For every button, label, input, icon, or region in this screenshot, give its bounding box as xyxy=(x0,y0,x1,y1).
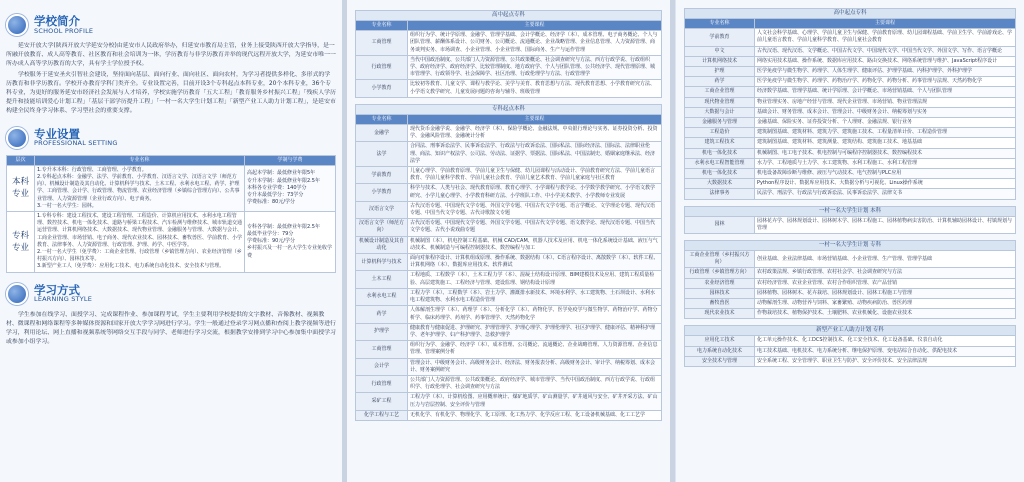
major-name-cell: 土木工程 xyxy=(356,271,408,288)
table-row xyxy=(356,80,662,97)
right-panel xyxy=(676,0,1024,482)
major-header: 专业名称 xyxy=(356,114,408,124)
table-row xyxy=(685,346,1016,356)
setting-table xyxy=(6,155,336,273)
course-cell: 古代汉语专题、中国现代文学专题、外国文学专题、中国古代文学专题、语言学概论、文学理论专题、现代汉语专题、中国当代文学专题、古代诗歌散文专题 xyxy=(408,201,662,218)
worker-table xyxy=(684,335,1016,367)
major-name-cell: 法律事务 xyxy=(685,189,755,199)
major-name-cell: 水利水电工程智能管理 xyxy=(685,158,755,168)
level-cell: 本科专业 xyxy=(7,165,35,211)
table-row xyxy=(685,46,1016,56)
course-cell: 安全系统工程、安全管理学、职业卫生与防护、安全评价技术、安全法律法规 xyxy=(755,356,1016,366)
majors-cell: 1.专升本本科：行政管理、工商管理、小学教育。 2.专科起点本科：金融学、法学、学前教育、小学教育、汉语言文学、汉语言文学（师范方向）、机械设计制造及其自动化、计算机科学与技术、土木工程、水利水电工程、药学、护理学、工商管理、会计学、行政管理、物流管理、农业经济管理（乡镇综合管理方向）、公共事业管理、人力资源管理（企业行政方向）、电子商务。 3.一村一名大学生：园林。 xyxy=(35,165,245,211)
major-name-cell: 园林技术 xyxy=(685,288,755,298)
major-name-cell: 法学 xyxy=(356,142,408,167)
table-row xyxy=(685,288,1016,298)
course-header: 主要课程 xyxy=(408,21,662,31)
course-header: 主要课程 xyxy=(755,19,1016,29)
table-row xyxy=(685,216,1016,233)
major-name-cell: 学前教育 xyxy=(685,29,755,46)
major-name-cell: 电力系统自动化技术 xyxy=(685,346,755,356)
course-cell: 面向对象程序设计、计算机组成原理、操作系统、数据结构（本）、C语言程序设计、离散数学（本）、软件工程、计算机网络（本）、数据库应用技术、软件测试 xyxy=(408,254,662,271)
course-cell: 经济数学基础、管理学基础、统计学原理、会计学概论、市场营销基础、个人与团队管理 xyxy=(755,87,1016,97)
course-cell: 建筑制图基础、建筑材料、建筑测量、建筑结构、建筑施工技术、地基基础 xyxy=(755,138,1016,148)
major-name-cell: 计算机科学与技术 xyxy=(356,254,408,271)
course-cell: 科学与技术、人类与社会、现代教育原理、教育心理学、小学课程与教学论、小学数学教学研究、小学语文教学研究、小学儿童心理学、小学教育科研方法、小学班队工作、中小学美术教学、小学教师专业发展 xyxy=(408,184,662,201)
course-cell: 古代汉语专题、中国现代文学专题、外国文学专题、中国古代文学专题、语文教学论、现代汉语专题、中国当代文学专题、古代小说戏曲专题 xyxy=(408,219,662,236)
major-name-cell: 大数据与会计 xyxy=(685,107,755,117)
table-row xyxy=(685,67,1016,77)
table-row xyxy=(356,31,662,56)
course-cell: 机械制图（本）、机电控制工程基础、机械 CAD/CAM、机器人技术及应用、机电一体化系统设计基础、液压与气动技术、机械制造与可编程控制器技术、数控编程与加工 xyxy=(408,236,662,253)
setting-header: 专业名称 xyxy=(35,155,245,165)
table-row xyxy=(356,201,662,218)
major-name-cell: 护理学 xyxy=(356,323,408,340)
course-cell: 农村政策法规、乡镇行政管理、农村社会学、社会调查研究与方法 xyxy=(755,268,1016,278)
table-row xyxy=(685,97,1016,107)
course-cell: 金融基础、保险实务、证券投资分析、个人理财、金融法规、银行业务 xyxy=(755,118,1016,128)
major-name-cell: 工程造价 xyxy=(685,128,755,138)
learning-en: LEARNING STYLE xyxy=(34,295,93,304)
section-bullet-icon xyxy=(6,14,28,36)
course-cell: 电工技术基础、电机技术、电力系统分析、继电保护原理、变电站综合自动化、供配电技术 xyxy=(755,346,1016,356)
course-cell: 无机化学、有机化学、物理化学、化工原理、化工热力学、化学反应工程、化工设备机械基础、化工工艺学 xyxy=(408,410,662,420)
major-name-cell: 药学 xyxy=(685,77,755,87)
major-name-cell: 建筑工程技术 xyxy=(685,138,755,148)
major-name-cell: 水利水电工程 xyxy=(356,288,408,305)
course-cell: 组织行为学、金融学、经济学（本）、成本管理、公司概论、流通概论、企业战略管理、人力资源管理、企业信息管理、管理案例分析 xyxy=(408,341,662,358)
major-name-cell: 现代农业技术 xyxy=(685,309,755,319)
table-row xyxy=(356,184,662,201)
table-row xyxy=(685,138,1016,148)
course-cell: 农村经济管理、农业企业管理、农村合作组织管理、农产品营销 xyxy=(755,278,1016,288)
table-row xyxy=(685,169,1016,179)
learning-paragraph: 学生参加在线学习、面授学习、完成课程作业、参加课程考试，学生主要利用学校提供的文字教材、音像教材、视频教材、微课程和网络课程等多种媒体资源和国家开放大学学习网进行学习。学生一般通过登录学习网点播和查阅上教学视频等进行学习，利用论坛、网上直播和视频系统等网络交互手段与同学、老师进行学习交流，根据教学安排到学习中心参加集中面授学习或参加小组学习。 xyxy=(6,311,336,346)
course-cell: 医学免疫学与微生物学、药理学、人体生理学、健康评估、护理学基础、内科护理学、外科护理学 xyxy=(755,67,1016,77)
left-panel xyxy=(0,0,342,482)
table-row xyxy=(356,288,662,305)
course-cell: 动物解剖生理、动物营养与饲料、家畜繁殖、动物疾病防治、兽医药理 xyxy=(755,299,1016,309)
course-cell: Python程序设计、数据库应用技术、大数据分析与可视化、Linux操作系统 xyxy=(755,179,1016,189)
major-name-cell: 化学工程与工艺 xyxy=(356,410,408,420)
major-name-cell: 机电一体化技术 xyxy=(685,169,755,179)
major-header: 专业名称 xyxy=(356,21,408,31)
course-cell: 公共部门人力资源管理、公共政策概论、政府经济学、城市管理学、当代中国政治制度、西方行政学说、行政组织学、行政伦理学、社会调查研究与方法 xyxy=(408,375,662,392)
village-zk-title: 一村一名大学生计划 专科 xyxy=(684,240,1016,250)
table-row xyxy=(356,55,662,80)
fee-cell: 专科各学制：最低修业年限2.5年 最低毕业学分：79分 学费标准：90元/学分 乡村振兴及一村一名大学生专业免收学费 xyxy=(245,212,336,273)
course-cell: 人体解剖生理学（本）、药理学（本）、分析化学（本）、药物化学、医学免疫学与微生物学、药物治疗学、药物分析学、临床药理学、药剂学、药事管理学、天然药物化学 xyxy=(408,306,662,323)
table-row xyxy=(685,278,1016,288)
profile-title: 学校简介 xyxy=(34,14,80,28)
table-row xyxy=(356,410,662,420)
major-name-cell: 安全技术与管理 xyxy=(685,356,755,366)
table-row xyxy=(356,254,662,271)
table-row xyxy=(685,336,1016,346)
course-cell: 合同法、刑事诉讼法学、民事诉讼法学、行政法与行政诉讼法、国际私法、国际经济法、国际法、法律职业伦理、商法、知识产权法学、公司法、劳动法、证据学、票据法、国际私法、中国法制史、婚姻家庭继承法、经济法学 xyxy=(408,142,662,167)
course-cell: 儿童心理学、学前教育原理、学前儿童卫生与保健、幼儿园课程与活动设计、学前教育研究方法、学前儿童语言教育、学前儿童科学教育、学前儿童社会教育、学前儿童艺术教育、学前儿童家庭与社区教育 xyxy=(408,167,662,184)
major-name-cell: 药学 xyxy=(356,306,408,323)
major-name-cell: 小学教育 xyxy=(356,184,408,201)
table-row xyxy=(685,179,1016,189)
major-name-cell: 会计学 xyxy=(356,358,408,375)
major-name-cell: 工商管理 xyxy=(356,341,408,358)
major-name-cell: 机电一体化技术 xyxy=(685,148,755,158)
major-name-cell: 应用化工技术 xyxy=(685,336,755,346)
course-cell: 物业管理实务、房地产经营与管理、现代企业管理、市场营销、物业管理法规 xyxy=(755,97,1016,107)
setting-header: 学制与学费 xyxy=(245,155,336,165)
table-row xyxy=(356,167,662,184)
setting-header: 层次 xyxy=(7,155,35,165)
major-name-cell: 畜牧兽医 xyxy=(685,299,755,309)
table-row xyxy=(685,158,1016,168)
course-cell: 医学免疫学与微生物学、药理学、药物治疗学、药物化学、药物分析、药事管理与法规、天然药物化学 xyxy=(755,77,1016,87)
table-row xyxy=(7,212,336,273)
table-row xyxy=(685,356,1016,366)
course-cell: 比较初等教育、儿童文学、课程与教学论、美学与美育、教育思想与方法、现代教育思想、小学教育研究方法、小学语文教学研究、儿童发展问题的咨询与辅导、班级管理 xyxy=(408,80,662,97)
major-name-cell: 大数据技术 xyxy=(685,179,755,189)
major-name-cell: 现代物业管理 xyxy=(685,97,755,107)
major-name-cell: 行政管理 xyxy=(356,375,408,392)
level-cell: 专科专业 xyxy=(7,212,35,273)
course-cell: 古代汉语、现代汉语、文学概论、中国古代文学、中国现代文学、中国当代文学、外国文学、写作、语言学概论 xyxy=(755,46,1016,56)
major-name-cell: 汉语言文学 xyxy=(356,201,408,218)
setting-title: 专业设置 xyxy=(34,126,80,141)
table-row xyxy=(356,219,662,236)
major-name-cell: 工商企业管理（乡村振兴方向） xyxy=(685,251,755,268)
course-cell: 基础会计、财务管理、成本会计、管理会计、中级财务会计、纳税筹划与实务 xyxy=(755,107,1016,117)
table-row xyxy=(356,271,662,288)
profile-paragraph: 延安开放大学(陕西开放大学延安分校)由延安市人民政府举办，归延安市教育局主管，业务上接受陕西开放大学指导，是一所融开放教育、成人高等教育、社区教育和社会培训为一体，学历教育与非学历教育并举的现代远程开放大学，为延安市唯一一所办成人高等学历教育的大学，具有学士学位授予权。 xyxy=(6,43,336,68)
section-bullet-icon xyxy=(6,283,28,305)
course-cell: 健康教育与健康促进、护理研究、护理管理学、护理心理学、护理伦理学、社区护理学、健康评估、精神科护理学、老年护理学、妇产科护理学、急救护理学 xyxy=(408,323,662,340)
table-row xyxy=(356,375,662,392)
table-row xyxy=(356,142,662,167)
setting-en: PROFESSIONAL SETTING xyxy=(34,139,118,148)
major-header: 专业名称 xyxy=(685,19,755,29)
profile-en: SCHOOL PROFILE xyxy=(34,26,94,35)
fee-cell: 高起本学制：最低修业年限5年 专升本学制：最低修业年限2.5年 本科各专业学费：140学分 专升本最低学分：73学分 学费标准：80元/学分 xyxy=(245,165,336,211)
course-cell: 机械制图、电工电子技术、机电控制与可编程序控制器技术、数控编程技术 xyxy=(755,148,1016,158)
course-cell: 组织行为学、统计学原理、金融学、管理学基础、会计学概论、经济学（本）、成本管理、电子商务概论、个人与团队管理、薪酬体系设计、公司财务、公司概论、流通概论、企业战略管理、企业信息管理、人力资源管理、商务谈判实务、市场调查、小企业管理、小企业管理、国际商务、生产与运作管理 xyxy=(408,31,662,56)
worker-body xyxy=(685,336,1016,367)
course-cell: 管理会计、中级财务会计、高级财务会计、经济法、财务报表分析、高级财务会计、审计学、纳税筹划、成本会计、财务案例研究 xyxy=(408,358,662,375)
table-row xyxy=(685,118,1016,128)
profile-heading xyxy=(6,12,336,38)
course-cell: 化工单元操作技术、化工DCS控制技术、化工安全技术、化工设备基础、仪表自动化 xyxy=(755,336,1016,346)
course-cell: 园林花卉学、园林规划设计、园林树木学、园林工程施工、园林植物病虫害防治、计算机辅助园林设计、村镇规划与管理 xyxy=(755,216,1016,233)
major-name-cell: 金融学 xyxy=(356,125,408,142)
table-row xyxy=(685,87,1016,97)
major-name-cell: 农业经济管理 xyxy=(685,278,755,288)
table-row xyxy=(685,107,1016,117)
course-cell: 当代中国政治制度、公共部门人力资源管理、公共政策概论、社会调查研究与方法、西方行政学说、行政组织学、政府经济学、政府经济学、比较管理制度、地方政府学、个人与团队管理、公共经济学、现代管理原理、城市管理学、行政领导学、社会保障学、社区治理、行政伦理学与方法、行政管理学 xyxy=(408,55,662,80)
worker-title: 新型产业工人助力计划 专科 xyxy=(684,325,1016,335)
table-row xyxy=(685,128,1016,138)
major-name-cell: 计算机网络技术 xyxy=(685,56,755,66)
course-cell: 水力学、工程地质与土力学、水工建筑物、水利工程施工、水利工程管理 xyxy=(755,158,1016,168)
village-bk-title: 一村一名大学生计划 本科 xyxy=(684,206,1016,216)
table-row xyxy=(685,251,1016,268)
major-name-cell: 机械设计制造及其自动化 xyxy=(356,236,408,253)
section-bullet-icon xyxy=(6,127,28,149)
major-name-cell: 小学教育 xyxy=(356,80,408,97)
major-name-cell: 中文 xyxy=(685,46,755,56)
course-header: 主要课程 xyxy=(408,114,662,124)
table-row xyxy=(685,29,1016,46)
table-row xyxy=(356,306,662,323)
zk-bk-title: 专科起点本科 xyxy=(355,104,662,114)
major-name-cell: 学前教育 xyxy=(356,167,408,184)
course-cell: 民法学、刑法学、行政法与行政诉讼法、民事诉讼法学、法律文书 xyxy=(755,189,1016,199)
zk-bk-body xyxy=(356,125,662,421)
table-row xyxy=(685,309,1016,319)
course-cell: 创业基础、企业法律基础、市场营销基础、小企业管理、生产管理、管理学基础 xyxy=(755,251,1016,268)
village-zk-table xyxy=(684,250,1016,319)
major-name-cell: 行政管理（乡镇管理方向） xyxy=(685,268,755,278)
table-row xyxy=(356,236,662,253)
course-cell: 网络实用技术基础、操作系统、数据库应用技术、路由交换技术、网络系统管理与维护、JavaScript程序设计 xyxy=(755,56,1016,66)
major-name-cell: 工商管理 xyxy=(356,31,408,56)
major-name-cell: 汉语言文学（师范方向） xyxy=(356,219,408,236)
learning-title: 学习方式 xyxy=(34,282,80,297)
bk-zk-body xyxy=(685,29,1016,199)
middle-panel xyxy=(347,0,670,482)
village-bk-body xyxy=(685,216,1016,233)
table-row xyxy=(356,125,662,142)
course-cell: 工程地质、工程数学（本）、土木工程力学（本）、混凝土结构设计原理、BIM建模技术及应用、建筑工程质量检验、高层建筑施工、工程经济与管理、建设监理、钢结构设计原理 xyxy=(408,271,662,288)
zk-bk-table xyxy=(355,114,662,421)
course-cell: 工程力学（本）、工程数学（本）、岩土力学、灌溉排水新技术、环境水利学、水工建筑物、土石坝设计、水利水电工程建筑物、水利水电工程造价管理 xyxy=(408,288,662,305)
course-cell: 现代货币金融学说、金融学、经济学（本）、保险学概论、金融法规、中央银行理论与实务、证券投资分析、投资学、金融风险管理、金融统计分析 xyxy=(408,125,662,142)
hq-zk-table xyxy=(355,20,662,98)
table-row xyxy=(685,189,1016,199)
course-cell: 园林植物、园林树木、花卉栽培、园林规划设计、园林工程施工与管理 xyxy=(755,288,1016,298)
major-name-cell: 行政管理 xyxy=(356,55,408,80)
table-row xyxy=(356,358,662,375)
panel-fold xyxy=(670,0,675,482)
table-row xyxy=(7,165,336,211)
major-name-cell: 护理 xyxy=(685,67,755,77)
table-row xyxy=(685,268,1016,278)
major-name-cell: 园林 xyxy=(685,216,755,233)
bk-zk-table xyxy=(684,18,1016,200)
table-row xyxy=(685,56,1016,66)
major-name-cell: 金融服务与管理 xyxy=(685,118,755,128)
village-bk-table xyxy=(684,216,1016,234)
profile-paragraph: 学校服务于延安圣火引智社会建设，坚持面向基层、面向行业、面向社区、面向农村，为学习者提供多样化、多形式的学历教育和非学历教育。学校开办教育学科门类齐全。专业设置完善，目前开设3个专科起点本科专业，20个本科专业，36个专科专业，为更好的服务延安市经济社会发展与人才培养，学校实施学历教育「五大工程」「教育服务乡村振兴工程」「残疾人学历提升和技能培训爱心计划工程」「基层干部学历提升工程」「一村一名大学生计划工程」「新型产业工人助力计划工程」，是延安市构建全民终身学习体系、学习型社会的重要支撑。 xyxy=(6,71,336,115)
learning-heading xyxy=(6,281,336,307)
hq-zk-title: 高中起点专科 xyxy=(355,10,662,20)
table-row xyxy=(685,77,1016,87)
table-row xyxy=(356,341,662,358)
bk-zk-title: 高中起点专科 xyxy=(684,8,1016,18)
table-row xyxy=(685,299,1016,309)
major-name-cell: 工商企业管理 xyxy=(685,87,755,97)
hq-zk-body xyxy=(356,31,662,98)
table-row xyxy=(356,323,662,340)
setting-heading xyxy=(6,125,336,151)
table-row xyxy=(685,148,1016,158)
course-cell: 作物栽培技术、植物保护技术、土壤肥料、农业机械化、设施农业技术 xyxy=(755,309,1016,319)
majors-cell: 1.专科专科：建设工程技术、建设工程管理、工程造价、计算机应用技术、水利水电工程管理、数控技术、机电一体化技术、道路与桥梁工程技术、汽车检测与维修技术、城市轨道交通运营管理、计算机网络技术、大数据技术、现代物业管理、金融服务与管理、大数据与会计、工商企业管理、市场营销、电子商务、现代农业技术、园林技术、畜牧兽医、学前教育、小学教育、法律事务、人力资源管理、行政管理、护理、药学、中医学等。 2.一村一名大学生（免学费）：工商企业管理、行政管理（乡镇管理方向）、农业经济管理（乡村振兴方向）、园林技术等。 3.新型产业工人（免学费）：应用化工技术、电力系统自动化技术、安全技术与管理。 xyxy=(35,212,245,273)
major-name-cell: 采矿工程 xyxy=(356,393,408,410)
course-cell: 人文社会科学基础、心理学、学前儿童卫生与保健、学前教育原理、幼儿园课程基础、学前卫生学、学前游戏论、学前儿童语言教育、学前儿童科学教育、学前儿童社会教育 xyxy=(755,29,1016,46)
course-cell: 建筑制图基础、建筑材料、建筑力学、建筑施工技术、工程量清单计价、工程造价管理 xyxy=(755,128,1016,138)
course-cell: 工程力学（本）、计算机绘图、应用概率统计、煤矿地质学、矿山测量学、矿井通风与安全、矿井开采方法、矿山压力与岩层控制、安全评价与管理 xyxy=(408,393,662,410)
course-cell: 机电设备故障诊断与维修、液压与气动技术、电气控制与PLC应用 xyxy=(755,169,1016,179)
village-zk-body xyxy=(685,251,1016,319)
table-row xyxy=(356,393,662,410)
